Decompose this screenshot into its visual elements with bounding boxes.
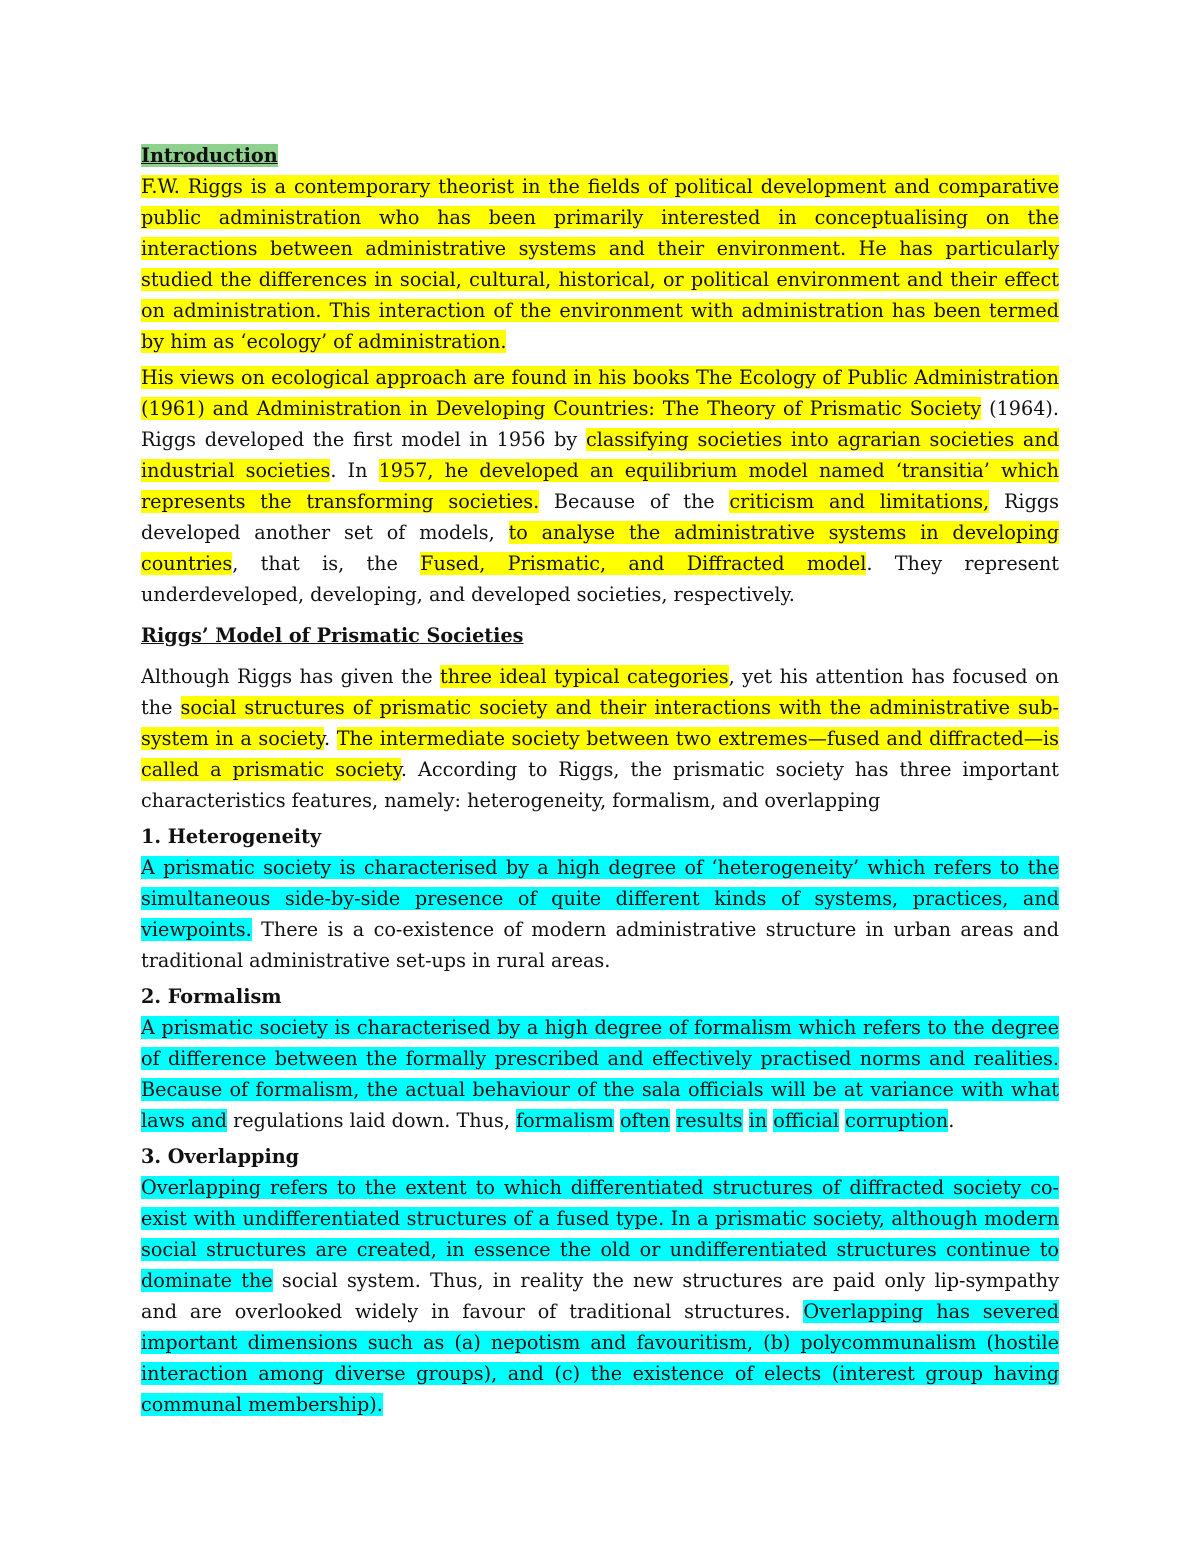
formalism-w2: often	[619, 1109, 671, 1132]
model-paragraph-1	[141, 661, 1059, 816]
formalism-heading	[141, 981, 1059, 1012]
overlapping-s1: Overlapping refers to the extent to which differentiated structures of diffracted society co-exist with undifferentiated structures of a fused type. In a prismatic society, although modern social structures are created, in essence the old or undifferentiated structures continue to dominate the	[141, 1176, 1059, 1292]
intro-p2-s6: Because of the	[539, 490, 730, 513]
overlapping-paragraph	[141, 1172, 1059, 1420]
heterogeneity-s1: A prismatic society is characterised by a high degree of ‘heterogeneity’ which refers to the simultaneous side-by-side presence of quite different kinds of systems, practices, and viewpoints.	[141, 856, 1059, 941]
intro-p2-s3: classifying societies into agrarian societies and industrial societies	[141, 428, 1059, 482]
intro-p1-text: F.W. Riggs is a contemporary theorist in the fields of political development and comparative public administration who has been primarily interested in conceptualising on the interactions between administrative systems and their environment. He has particularly studied the differences in social, cultural, historical, or political environment and their effect on administration. This interaction of the environment with administration has been termed by him as ‘ecology’ of administration.	[141, 175, 1059, 353]
overlapping-heading	[141, 1141, 1059, 1172]
model-p1-s5: .	[324, 727, 337, 750]
formalism-heading-text: 2. Formalism	[141, 985, 282, 1008]
formalism-w4: in	[748, 1109, 768, 1132]
intro-p2-s5: 1957, he developed an equilibrium model named ‘transitia’ which represents the transforming societies.	[141, 459, 1059, 513]
intro-heading-text: Introduction	[141, 144, 278, 167]
intro-p2-s4: . In	[330, 459, 379, 482]
model-p1-s4: social structures of prismatic society and their interactions with the administrative sub-system in a society	[141, 696, 1059, 750]
intro-paragraph-2	[141, 362, 1059, 610]
intro-heading	[141, 140, 1059, 171]
heterogeneity-heading	[141, 821, 1059, 852]
intro-p2-s7: criticism and limitations,	[729, 490, 990, 513]
intro-p2-s12: . They represent underdeveloped, developing, and developed societies, respectively.	[141, 552, 1059, 606]
overlapping-heading-text: 3. Overlapping	[141, 1145, 300, 1168]
intro-p2-s11: Fused, Prismatic, and Diffracted model	[420, 552, 867, 575]
intro-p2-s9: to analyse the administrative systems in developing countries	[141, 521, 1059, 575]
formalism-w1: formalism	[516, 1109, 614, 1132]
formalism-w3: results	[676, 1109, 743, 1132]
model-p1-s2: three ideal typical categories	[440, 665, 729, 688]
heterogeneity-paragraph	[141, 852, 1059, 976]
intro-p2-s8: Riggs developed another set of models,	[141, 490, 1059, 544]
heterogeneity-heading-text: 1. Heterogeneity	[141, 825, 322, 848]
intro-paragraph-1	[141, 171, 1059, 357]
formalism-s2: regulations laid down. Thus,	[227, 1109, 517, 1132]
formalism-paragraph	[141, 1012, 1059, 1136]
formalism-s1: A prismatic society is characterised by a high degree of formalism which refers to the degree of difference between the formally prescribed and effectively practised norms and realities. Because of formalism, the actual behaviour of the sala officials will be at variance with what laws and	[141, 1016, 1059, 1132]
intro-p2-s2: (1964). Riggs developed the first model in 1956 by	[141, 397, 1059, 451]
model-heading-text: Riggs’ Model of Prismatic Societies	[141, 624, 524, 647]
model-p1-s6: The intermediate society between two extremes—fused and diffracted—is called a prismatic society	[141, 727, 1060, 781]
overlapping-s3: Overlapping has severed important dimensions such as (a) nepotism and favouritism, (b) polycommunalism (hostile interaction among diverse groups), and (c) the existence of elects (interest group having communal membership).	[141, 1300, 1059, 1416]
model-p1-s3: , yet his attention has focused on the	[141, 665, 1059, 719]
formalism-w6: corruption	[845, 1109, 949, 1132]
model-heading	[141, 620, 1059, 651]
formalism-s3: .	[948, 1109, 955, 1132]
intro-p2-s1: His views on ecological approach are found in his books The Ecology of Public Administration (1961) and Administration in Developing Countries: The Theory of Prismatic Society	[141, 366, 1059, 420]
document-page	[141, 140, 1059, 1420]
overlapping-s2: social system. Thus, in reality the new structures are paid only lip-sympathy and are overlooked widely in favour of traditional structures.	[141, 1269, 1060, 1323]
intro-p2-s10: , that is, the	[232, 552, 421, 575]
model-p1-s7: . According to Riggs, the prismatic society has three important characteristics features, namely: heterogeneity, formalism, and overlapping	[141, 758, 1059, 812]
heterogeneity-s2: There is a co-existence of modern administrative structure in urban areas and traditional administrative set-ups in rural areas.	[141, 918, 1059, 972]
model-p1-s1: Although Riggs has given the	[141, 665, 441, 688]
formalism-w5: official	[773, 1109, 840, 1132]
